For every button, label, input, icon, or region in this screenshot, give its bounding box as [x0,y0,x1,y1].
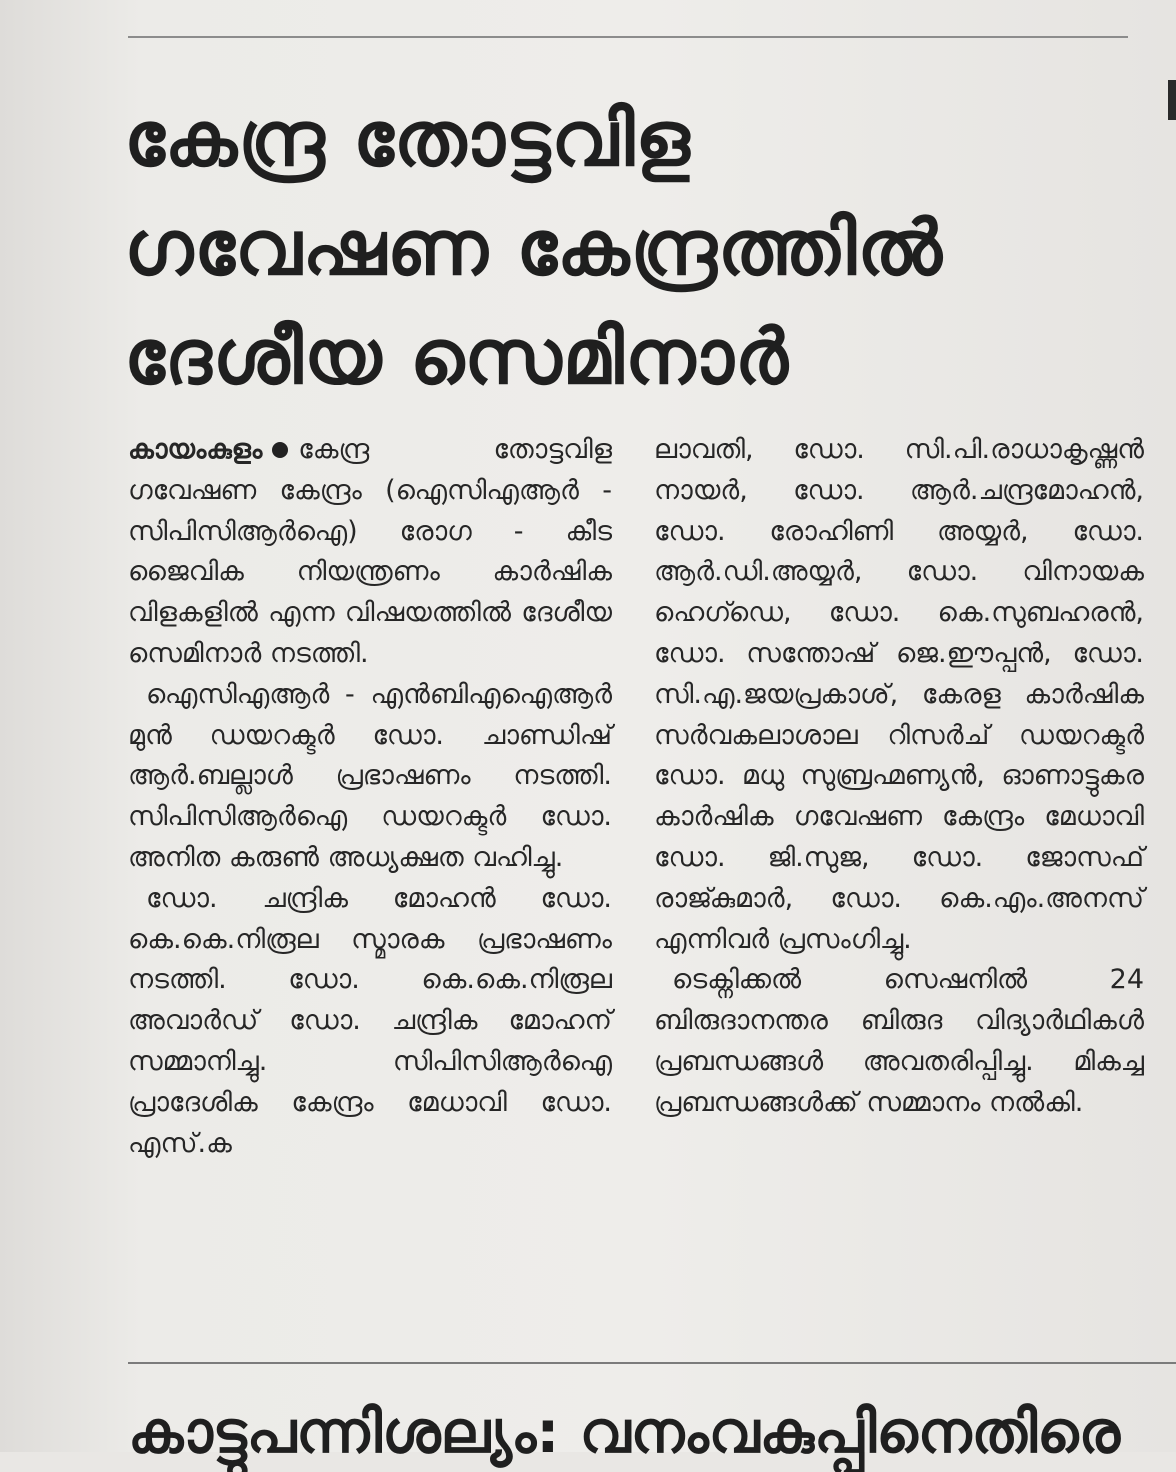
bullet-dot-icon [272,442,288,458]
headline-line-2: ഗവേഷണ കേന്ദ്രത്തിൽ [124,203,943,292]
next-article-headline: കാട്ടുപന്നിശല്യം: വനംവകുപ്പിനെതിരെ [128,1398,1120,1466]
article-paragraph [128,430,612,675]
article-column-left [128,430,612,1164]
article-column-right [654,430,1144,1124]
headline-line-1: കേന്ദ്ര തോട്ടവിള [124,94,691,183]
article-paragraph: ഡോ. ചന്ദ്രിക മോഹൻ ഡോ. കെ.കെ.നിരൂല സ്മാരക പ്രഭാഷണം നടത്തി. ഡോ. കെ.കെ.നിരൂല അവാർഡ് ഡോ. ചന്ദ്രിക മോഹന് സമ്മാനിച്ചു. സിപിസിആർഐ പ്രാദേശിക കേന്ദ്രം മേധാവി ഡോ. എസ്.ക [128,882,612,1159]
adjacent-column-edge [1168,80,1176,120]
top-column-rule [128,36,1128,38]
article-headline [124,84,1064,411]
article-paragraph: ലാവതി, ഡോ. സി.പി.രാധാകൃഷ്ണൻ നായർ, ഡോ. ആർ.ചന്ദ്രമോഹൻ, ഡോ. രോഹിണി അയ്യർ, ഡോ. ആർ.ഡി.അയ്യർ, ഡോ. വിനായക ഹെഗ്ഡെ, ഡോ. കെ.സുബഹരൻ, ഡോ. സന്തോഷ് ജെ.ഈപ്പൻ, ഡോ. സി.എ.ജയപ്രകാശ്, കേരള കാർഷിക സർവകലാശാല റിസർച് ഡയറക്ടർ ഡോ. മധു സുബ്രഹ്മണ്യൻ, ഓണാട്ടുകര കാർഷിക ഗവേഷണ കേന്ദ്രം മേധാവി ഡോ. ജി.സുജ, ഡോ. ജോസഫ് രാജ്കുമാർ, ഡോ. കെ.എം.അനസ് എന്നിവർ പ്രസംഗിച്ചു. [654,434,1144,955]
article-paragraph: ഐസിഎആർ - എൻബിഎഐആർ മുൻ ഡയറക്ടർ ഡോ. ചാണ്ഡിഷ് ആർ.ബല്ലാൾ പ്രഭാഷണം നടത്തി. സിപിസിആർഐ ഡയറക്ടർ ഡോ. അനിത കരുൺ അധ്യക്ഷത വഹിച്ചു. [128,678,612,873]
headline-line-3: ദേശീയ സെമിനാർ [124,312,789,401]
paragraph-text: കേന്ദ്ര തോട്ടവിള ഗവേഷണ കേന്ദ്രം (ഐസിഎആർ - സിപിസിആർഐ) രോഗ - കീട ജൈവിക നിയന്ത്രണം കാർഷിക വിളകളിൽ എന്ന വിഷയത്തിൽ ദേശീയ സെമിനാർ നടത്തി. [128,434,612,669]
article-paragraph: ടെക്നിക്കൽ സെഷനിൽ 24 ബിരുദാനന്തര ബിരുദ വിദ്യാർഥികൾ പ്രബന്ധങ്ങൾ അവതരിപ്പിച്ചു. മികച്ച പ്രബന്ധങ്ങൾക്ക് സമ്മാനം നൽകി. [654,964,1144,1118]
dateline: കായംകുളം [128,434,263,465]
bottom-column-rule [128,1362,1176,1364]
